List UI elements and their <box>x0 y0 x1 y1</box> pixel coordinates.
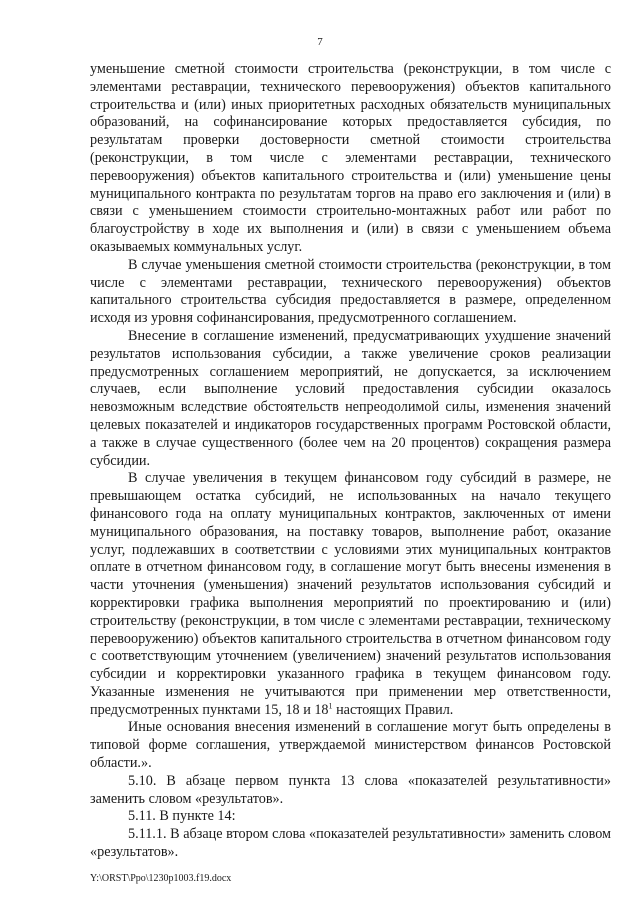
page-number: 7 <box>317 36 323 48</box>
paragraph-other-grounds: Иные основания внесения изменений в соглашение могут быть определены в типовой форме соглашения, утверждаемой министерством финансов Ростовской области.». <box>90 719 611 772</box>
footer-file-path: Y:\ORST\Ppo\1230p1003.f19.docx <box>90 873 232 884</box>
paragraph-subsidy-increase <box>90 470 611 719</box>
superscript-marker: 1 <box>328 700 333 710</box>
paragraph-cost-reduction-case: В случае уменьшения сметной стоимости строительства (реконструкции, в том числе с элементами реставрации, технического перевооружения) объектов капитального строительства субсидия предоставляется в размере, определенном исходя из уровня софинансирования, предусмотренного соглашением. <box>90 256 611 327</box>
paragraph-reduction-cost: уменьшение сметной стоимости строительства (реконструкции, в том числе с элементами реставрации, технического перевооружения) объектов капитального строительства и (или) иных приоритетных расходных обязательств муниципальных образований, на софинансирование которых предоставляется субсидия, по результатам проверки достоверности сметной стоимости строительства (реконструкции, в том числе с элементами реставрации, технического перевооружения) объектов капитального строительства и (или) уменьшение цены муниципального контракта по результатам торгов на право его заключения и (или) в связи с уменьшением стоимости строительно-монтажных работ или работ по благоустройству в ходе их выполнения и (или) в связи с уменьшением объема оказываемых коммунальных услуг. <box>90 61 611 255</box>
paragraph-subsidy-increase-end: настоящих Правил. <box>332 701 454 718</box>
paragraph-5-11-1: 5.11.1. В абзаце втором слова «показателей результативности» заменить словом «результатов». <box>90 826 611 861</box>
paragraph-5-11: 5.11. В пункте 14: <box>128 808 236 825</box>
document-body <box>90 61 611 862</box>
paragraph-subsidy-increase-text: В случае увеличения в текущем финансовом году субсидий в размере, не превышающем остатка субсидий, не использованных на начало текущего финансового года на оплату муниципальных контрактов, заключенных от имени муниципального образования, на поставку товаров, выполнение работ, оказание услуг, подлежавших в соответствии с условиями этих муниципальных контрактов оплате в отчетном финансовом году, в соглашение могут быть внесены изменения в части уточнения (уменьшения) значений результатов использования субсидий и корректировки графика выполнения мероприятий по проектированию и (или) строительству (реконструкции, в том числе с элементами реставрации, техническому перевооружению) объектов капитального строительства в отчетном финансовом году с соответствующим уточнением (увеличением) значений результатов использования субсидии и корректировки указанного графика в текущем финансовом году. Указанные изменения не учитываются при применении мер ответственности, предусмотренных пунктами 15, 18 и 18 <box>90 470 611 718</box>
paragraph-5-10: 5.10. В абзаце первом пункта 13 слова «показателей результативности» заменить словом «результатов». <box>90 772 611 807</box>
paragraph-agreement-changes: Внесение в соглашение изменений, предусматривающих ухудшение значений результатов использования субсидии, а также увеличение сроков реализации предусмотренных соглашением мероприятий, не допускается, за исключением случаев, если выполнение условий предоставления субсидии оказалось невозможным вследствие обстоятельств непреодолимой силы, изменения значений целевых показателей и индикаторов государственных программ Ростовской области, а также в случае существенного (более чем на 20 процентов) сокращения размера субсидии. <box>90 327 611 469</box>
